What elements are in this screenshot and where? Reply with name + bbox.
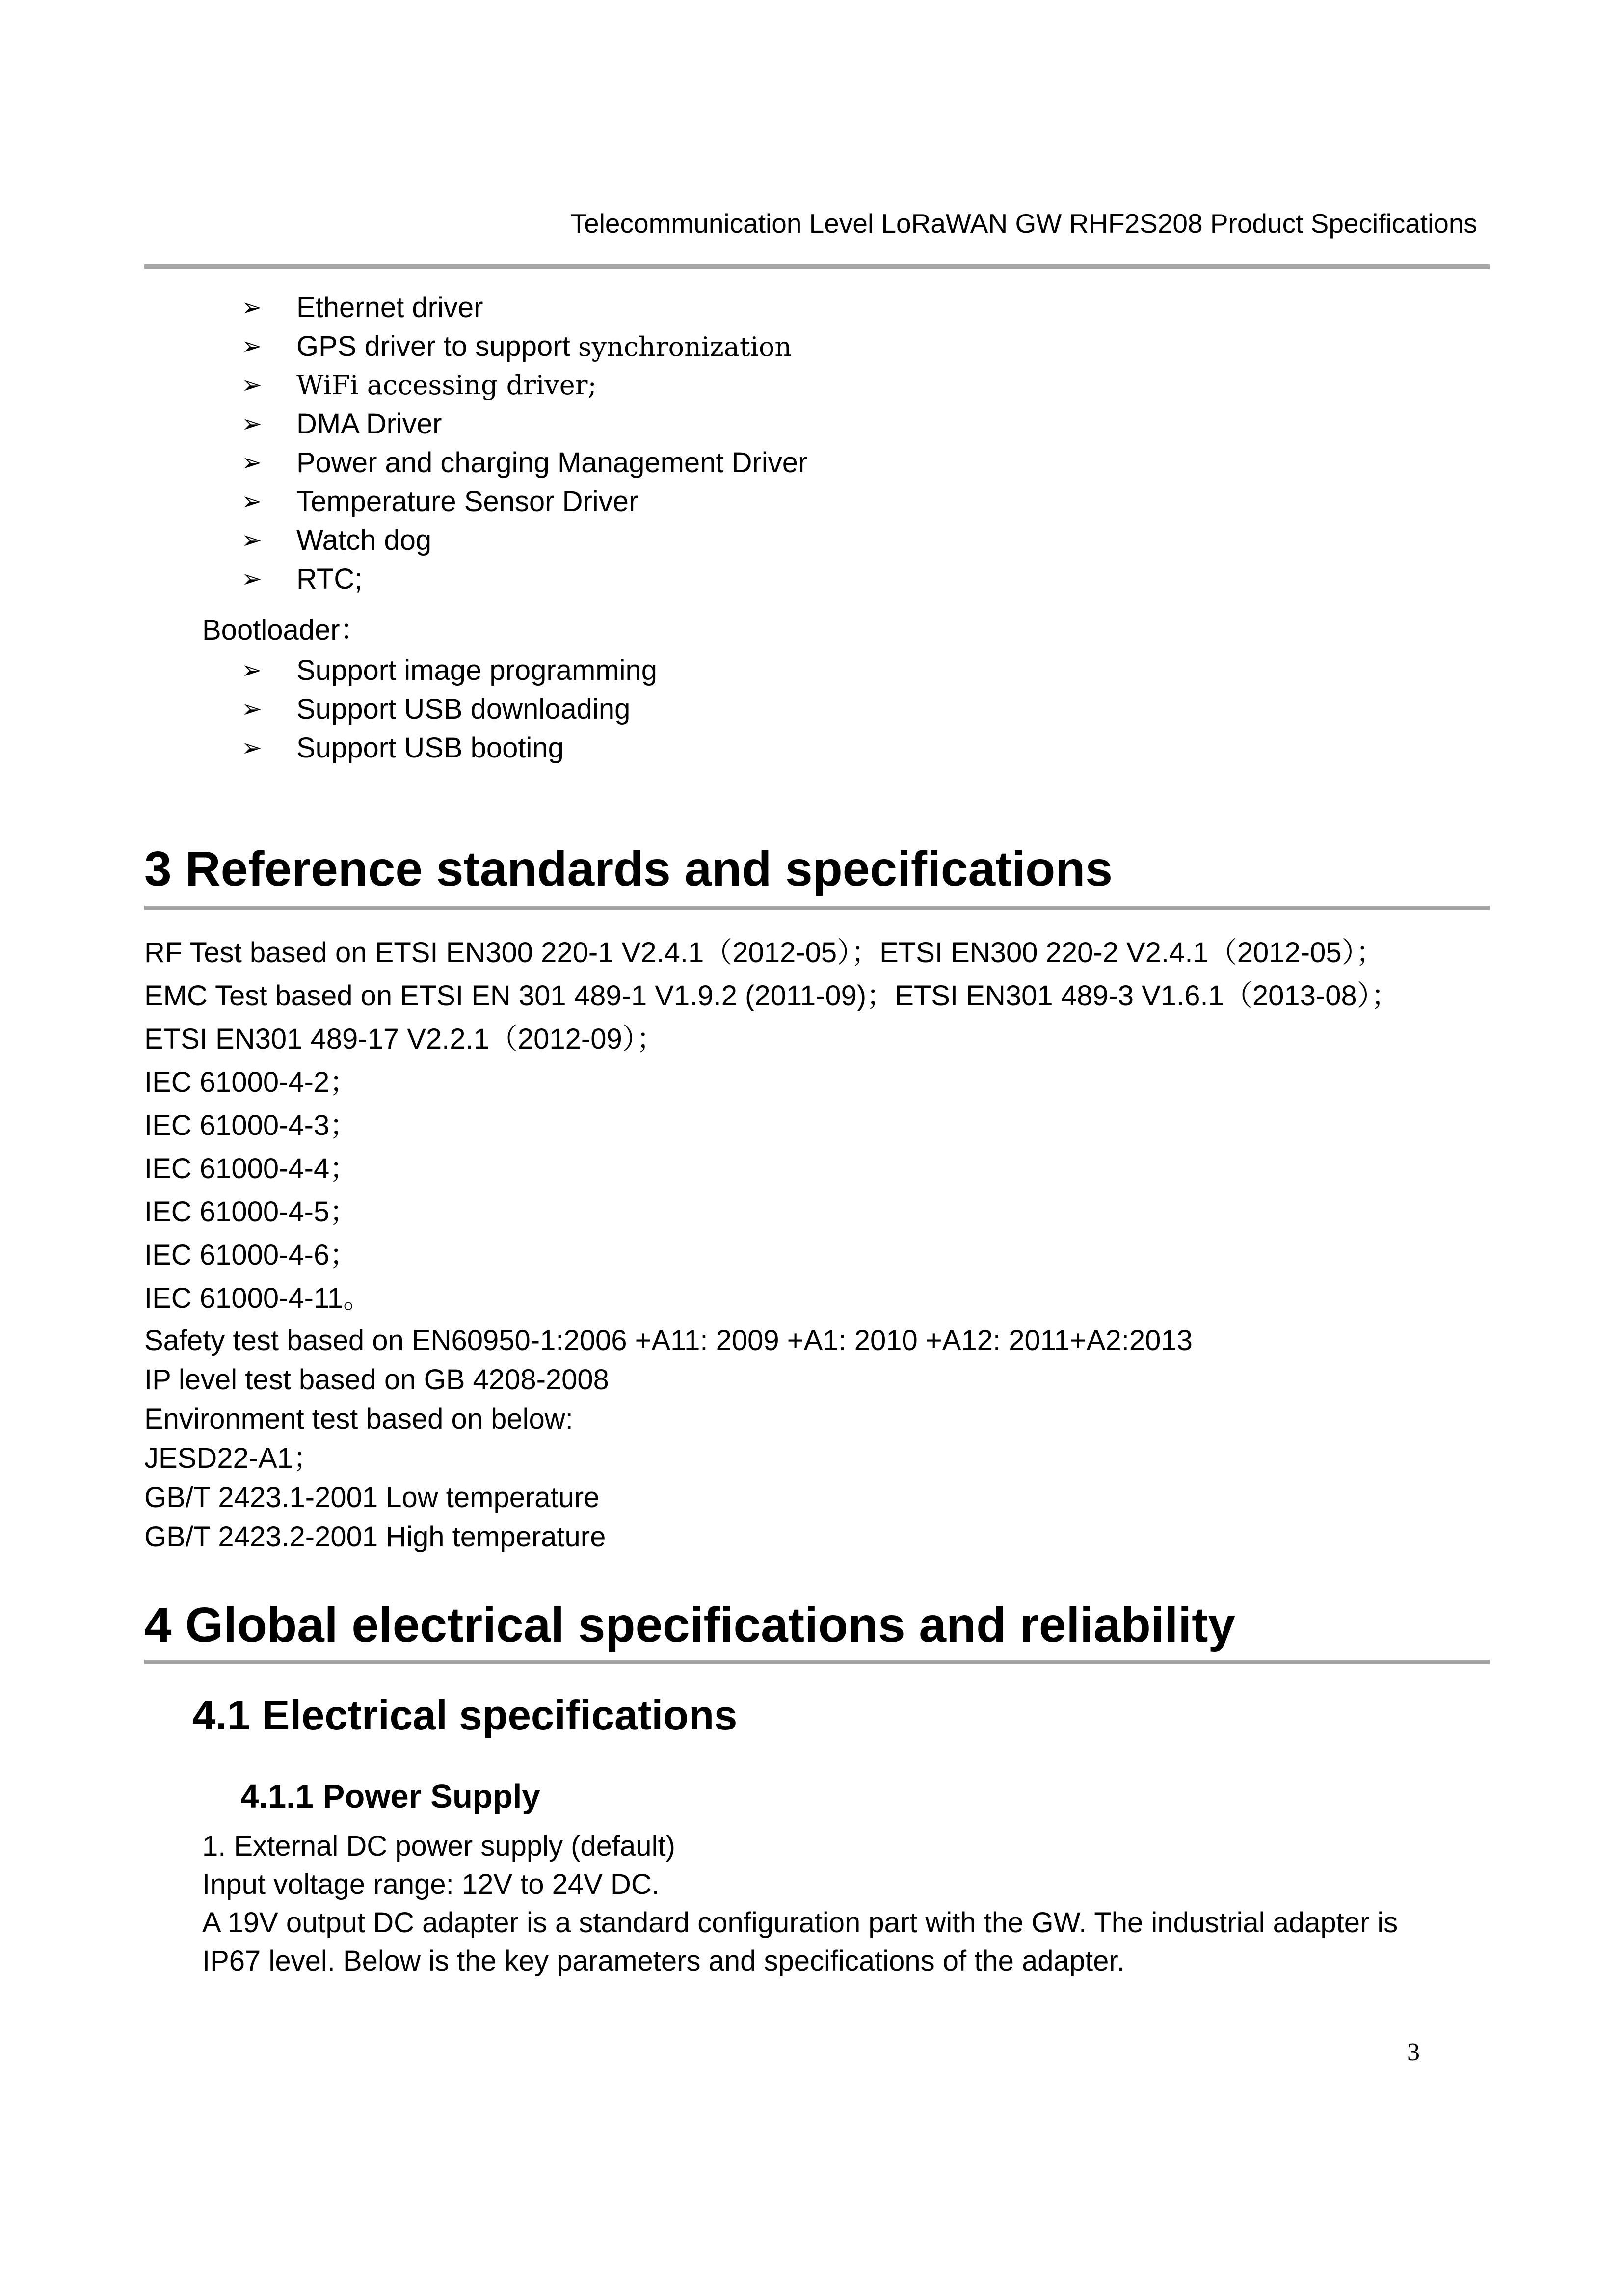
running-header: Telecommunication Level LoRaWAN GW RHF2S208 Product Specifications bbox=[570, 208, 1477, 239]
standard-line: IEC 61000-4-3； bbox=[144, 1109, 358, 1141]
arrow-bullet-icon: ➢ bbox=[241, 565, 262, 593]
section-4-rule bbox=[144, 1660, 1490, 1664]
standard-line: Safety test based on EN60950-1:2006 +A11: 2009 +A1: 2010 +A12: 2011+A2:2013 bbox=[144, 1324, 1193, 1356]
driver-item-gps-suffix: synchronization bbox=[578, 331, 792, 362]
header-rule bbox=[144, 264, 1490, 269]
driver-item-temperature: Temperature Sensor Driver bbox=[296, 486, 639, 517]
arrow-bullet-icon: ➢ bbox=[241, 656, 262, 684]
standard-line: IEC 61000-4-4； bbox=[144, 1153, 358, 1185]
arrow-bullet-icon: ➢ bbox=[241, 695, 262, 723]
power-supply-line: Input voltage range: 12V to 24V DC. bbox=[202, 1868, 660, 1900]
standard-line: IEC 61000-4-11。 bbox=[144, 1282, 372, 1314]
section-4-1-heading: 4.1 Electrical specifications bbox=[192, 1692, 738, 1739]
section-3-rule bbox=[144, 906, 1490, 910]
power-supply-line: 1. External DC power supply (default) bbox=[202, 1830, 675, 1862]
standard-line: IEC 61000-4-6； bbox=[144, 1239, 358, 1271]
driver-item-wifi: WiFi accessing driver; bbox=[296, 370, 597, 401]
standard-line: IEC 61000-4-5； bbox=[144, 1196, 358, 1228]
arrow-bullet-icon: ➢ bbox=[241, 293, 262, 322]
standard-line: GB/T 2423.1-2001 Low temperature bbox=[144, 1482, 600, 1513]
arrow-bullet-icon: ➢ bbox=[241, 332, 262, 360]
standard-line: JESD22-A1； bbox=[144, 1442, 322, 1474]
driver-item-power: Power and charging Management Driver bbox=[296, 447, 808, 479]
arrow-bullet-icon: ➢ bbox=[241, 371, 262, 399]
section-3-heading: 3 Reference standards and specifications bbox=[144, 841, 1113, 896]
driver-item-dma: DMA Driver bbox=[296, 408, 442, 440]
power-supply-text bbox=[202, 1827, 1398, 1980]
driver-item-rtc: RTC; bbox=[296, 563, 363, 595]
bootloader-item: Support image programming bbox=[296, 654, 658, 686]
bootloader-item: Support USB booting bbox=[296, 732, 564, 764]
driver-item-watchdog: Watch dog bbox=[296, 524, 432, 556]
arrow-bullet-icon: ➢ bbox=[241, 526, 262, 554]
driver-item-gps-label: GPS driver to support bbox=[296, 330, 578, 362]
section-4-heading: 4 Global electrical specifications and reliability bbox=[144, 1597, 1236, 1652]
section-4-1-1-heading: 4.1.1 Power Supply bbox=[240, 1778, 540, 1815]
standard-line: IEC 61000-4-2； bbox=[144, 1066, 358, 1098]
page-number: 3 bbox=[1407, 2038, 1420, 2066]
standard-line: RF Test based on ETSI EN300 220-1 V2.4.1（2012-05）；ETSI EN300 220-2 V2.4.1（2012-05）； bbox=[144, 937, 1384, 969]
bootloader-item: Support USB downloading bbox=[296, 693, 631, 725]
power-supply-line: A 19V output DC adapter is a standard configuration part with the GW. The industrial adapter is bbox=[202, 1907, 1398, 1939]
arrow-bullet-icon: ➢ bbox=[241, 448, 262, 477]
bootloader-label: Bootloader： bbox=[202, 614, 369, 646]
standard-line: Environment test based on below: bbox=[144, 1403, 573, 1435]
driver-item-ethernet: Ethernet driver bbox=[296, 292, 483, 324]
power-supply-line: IP67 level. Below is the key parameters and specifications of the adapter. bbox=[202, 1945, 1125, 1977]
standard-line: EMC Test based on ETSI EN 301 489-1 V1.9.2 (2011-09)；ETSI EN301 489-3 V1.6.1（2013-08）； bbox=[144, 980, 1400, 1012]
standards-list bbox=[144, 933, 1400, 1557]
driver-item-gps bbox=[296, 327, 792, 366]
standard-line: GB/T 2423.2-2001 High temperature bbox=[144, 1521, 606, 1553]
standard-line: IP level test based on GB 4208-2008 bbox=[144, 1364, 609, 1396]
arrow-bullet-icon: ➢ bbox=[241, 487, 262, 515]
standard-line: ETSI EN301 489-17 V2.2.1（2012-09）； bbox=[144, 1023, 665, 1055]
arrow-bullet-icon: ➢ bbox=[241, 409, 262, 438]
arrow-bullet-icon: ➢ bbox=[241, 733, 262, 762]
